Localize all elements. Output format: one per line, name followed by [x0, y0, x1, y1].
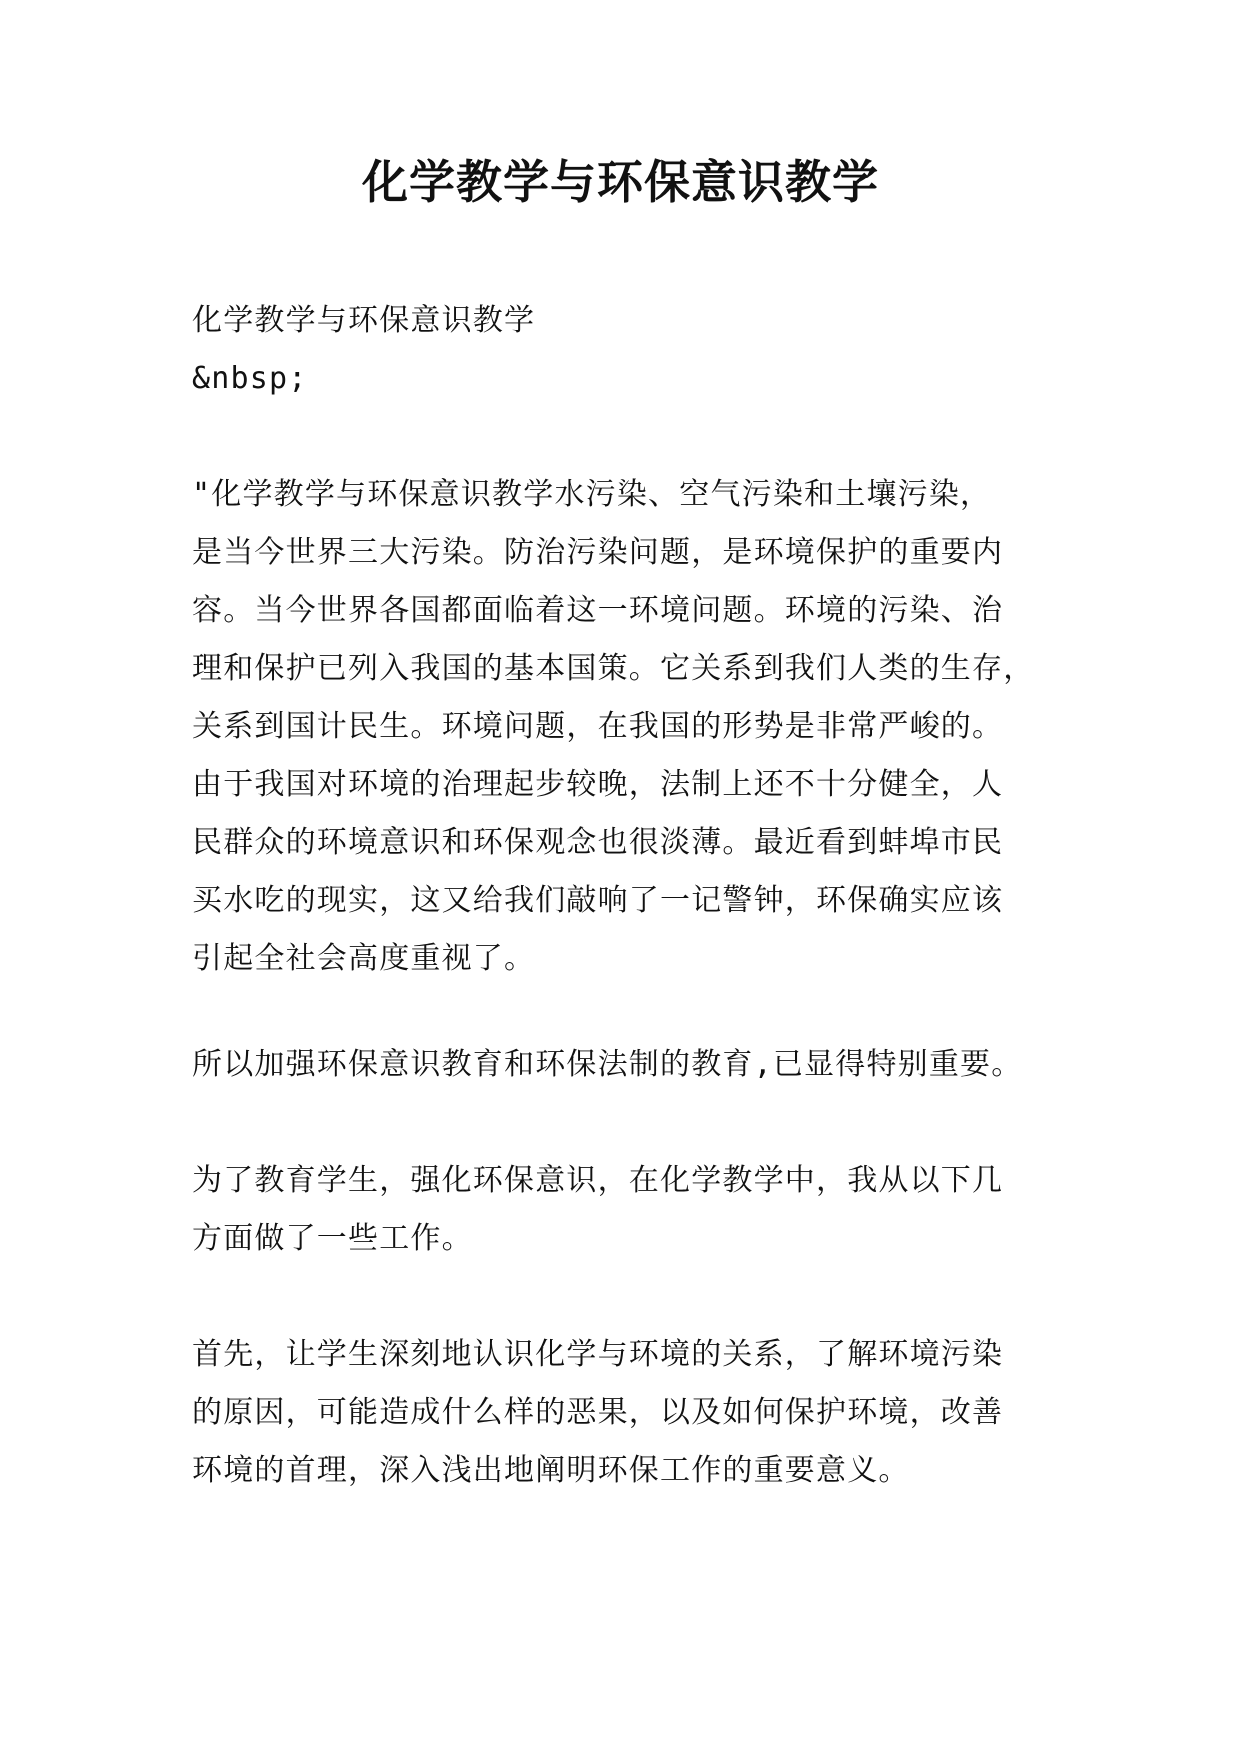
- paragraph: 首先，让学生深刻地认识化学与环境的关系，了解环境污染 的原因，可能造成什么样的恶果，以及如何保护环境，改善 环境的首理，深入浅出地阐明环保工作的重要意义。: [192, 1337, 1004, 1488]
- paragraph: 为了教育学生，强化环保意识，在化学教学中，我从以下几 方面做了一些工作。: [192, 1163, 1004, 1256]
- paragraph: "化学教学与环保意识教学水污染、空气污染和土壤污染， 是当今世界三大污染。防治污染问题，是环境保护的重要内 容。当今世界各国都面临着这一环境问题。环境的污染、治 理和保护已列入我国的基本国策。它关系到我们人类的生存， 关系到国计民生。环境问题，在我国的形势是非常严峻的。 由于我国对环境的治理起步较晚，法制上还不十分健全，人 民群众的环境意识和环保观念也很淡薄。最近看到蚌埠市民 买水吃的现实，这又给我们敲响了一记警钟，环保确实应该 引起全社会高度重视了。: [192, 477, 1035, 976]
- nbsp-text: &nbsp;: [192, 361, 308, 396]
- document-title: 化学教学与环保意识教学: [362, 155, 879, 209]
- document-subtitle: 化学教学与环保意识教学: [192, 303, 536, 338]
- paragraph: 所以加强环保意识教育和环保法制的教育,已显得特别重要。: [192, 1047, 1023, 1082]
